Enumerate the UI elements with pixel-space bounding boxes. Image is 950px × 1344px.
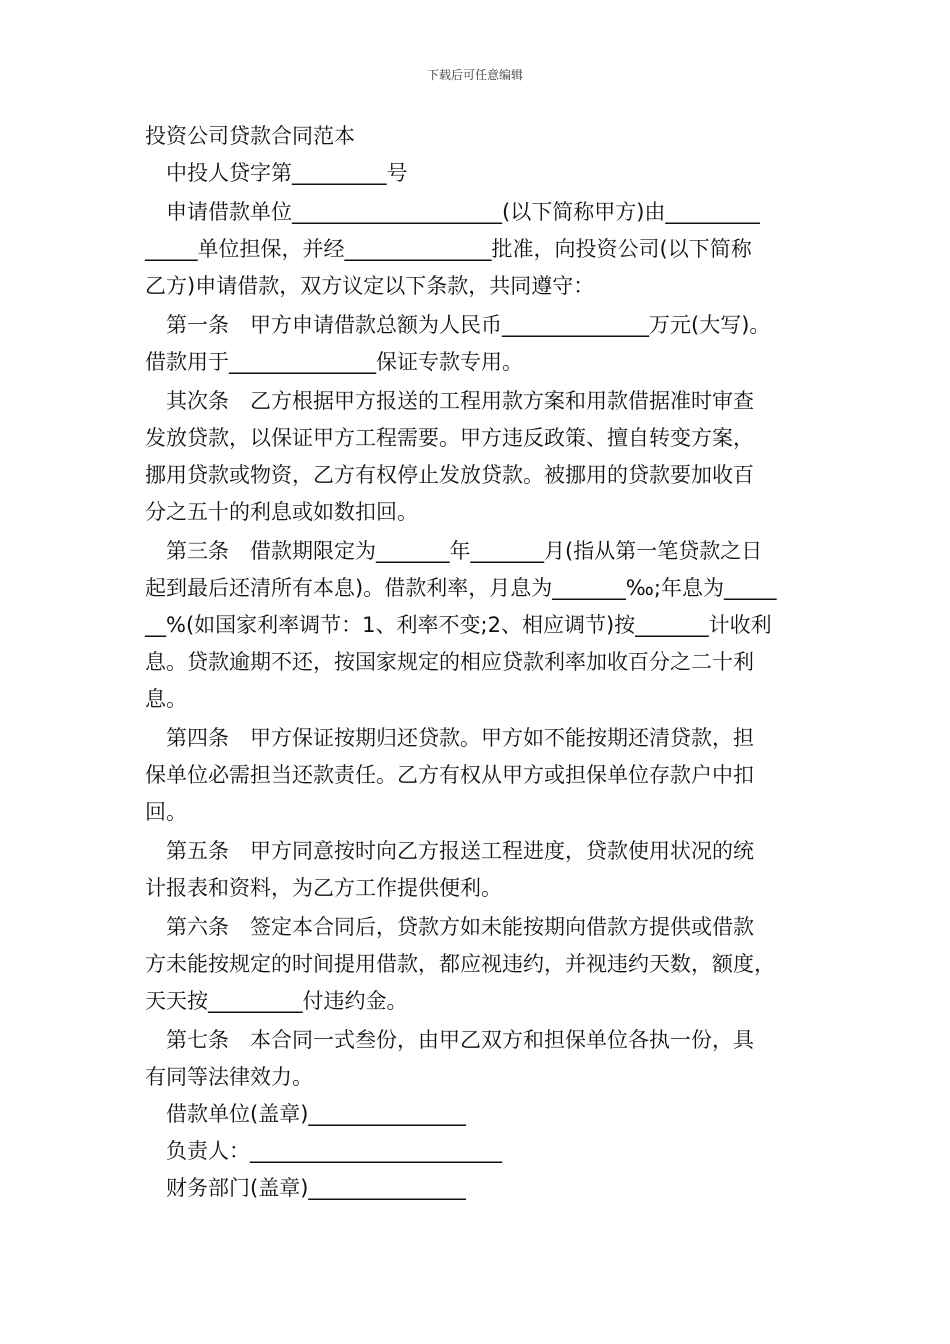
article-3-line: 息。贷款逾期不还，按国家规定的相应贷款利率加收百分之二十利 xyxy=(145,650,754,674)
article-1-line: 借款用于______________保证专款专用。 xyxy=(145,350,523,374)
document-title: 投资公司贷款合同范本 xyxy=(145,124,355,148)
signature-borrower-line: 借款单位(盖章)_______________ xyxy=(166,1102,466,1126)
article-1-line: 第一条 甲方申请借款总额为人民币______________万元(大写)。 xyxy=(166,313,771,337)
page-header: 下载后可任意编辑 xyxy=(426,68,523,82)
document-body xyxy=(145,118,815,1207)
article-3-line: __%(如国家利率调节：1、利率不变;2、相应调节)按_______计收利 xyxy=(145,613,772,637)
contract-number-line: 中投人贷字第_________号 xyxy=(166,161,408,185)
article-2-line: 发放贷款，以保证甲方工程需要。甲方违反政策、擅自转变方案， xyxy=(145,426,754,450)
article-6-line: 方未能按规定的时间提用借款，都应视违约，并视违约天数，额度， xyxy=(145,952,775,976)
signature-responsible-line: 负责人：________________________ xyxy=(166,1139,502,1163)
article-6-line: 第六条 签定本合同后，贷款方如未能按期向借款方提供或借款 xyxy=(166,915,754,939)
article-4-line: 回。 xyxy=(145,800,187,824)
article-2-line: 挪用贷款或物资，乙方有权停止发放贷款。被挪用的贷款要加收百 xyxy=(145,463,754,487)
article-2-line: 分之五十的利息或如数扣回。 xyxy=(145,500,418,524)
article-5-line: 第五条 甲方同意按时向乙方报送工程进度，贷款使用状况的统 xyxy=(166,839,754,863)
paragraph-line: 乙方)申请借款，双方议定以下条款，共同遵守： xyxy=(145,274,595,298)
article-6-line: 天天按_________付违约金。 xyxy=(145,989,408,1013)
article-3-line: 第三条 借款期限定为_______年_______月(指从第一笔贷款之日 xyxy=(166,539,763,563)
article-7-line: 有同等法律效力。 xyxy=(145,1065,313,1089)
article-3-line: 起到最后还清所有本息)。借款利率，月息为_______‰;年息为_____ xyxy=(145,576,777,600)
paragraph-line: _____单位担保，并经______________批准，向投资公司(以下简称 xyxy=(145,237,752,261)
signature-finance-line: 财务部门(盖章)_______________ xyxy=(166,1176,466,1200)
article-3-line: 息。 xyxy=(145,687,187,711)
article-5-line: 计报表和资料，为乙方工作提供便利。 xyxy=(145,876,502,900)
paragraph-line: 申请借款单位____________________(以下简称甲方)由_________ xyxy=(166,200,760,224)
article-7-line: 第七条 本合同一式叁份，由甲乙双方和担保单位各执一份，具 xyxy=(166,1028,754,1052)
article-4-line: 第四条 甲方保证按期归还贷款。甲方如不能按期还清贷款，担 xyxy=(166,726,754,750)
article-2-line: 其次条 乙方根据甲方报送的工程用款方案和用款借据准时审查 xyxy=(166,389,754,413)
article-4-line: 保单位必需担当还款责任。乙方有权从甲方或担保单位存款户中扣 xyxy=(145,763,754,787)
